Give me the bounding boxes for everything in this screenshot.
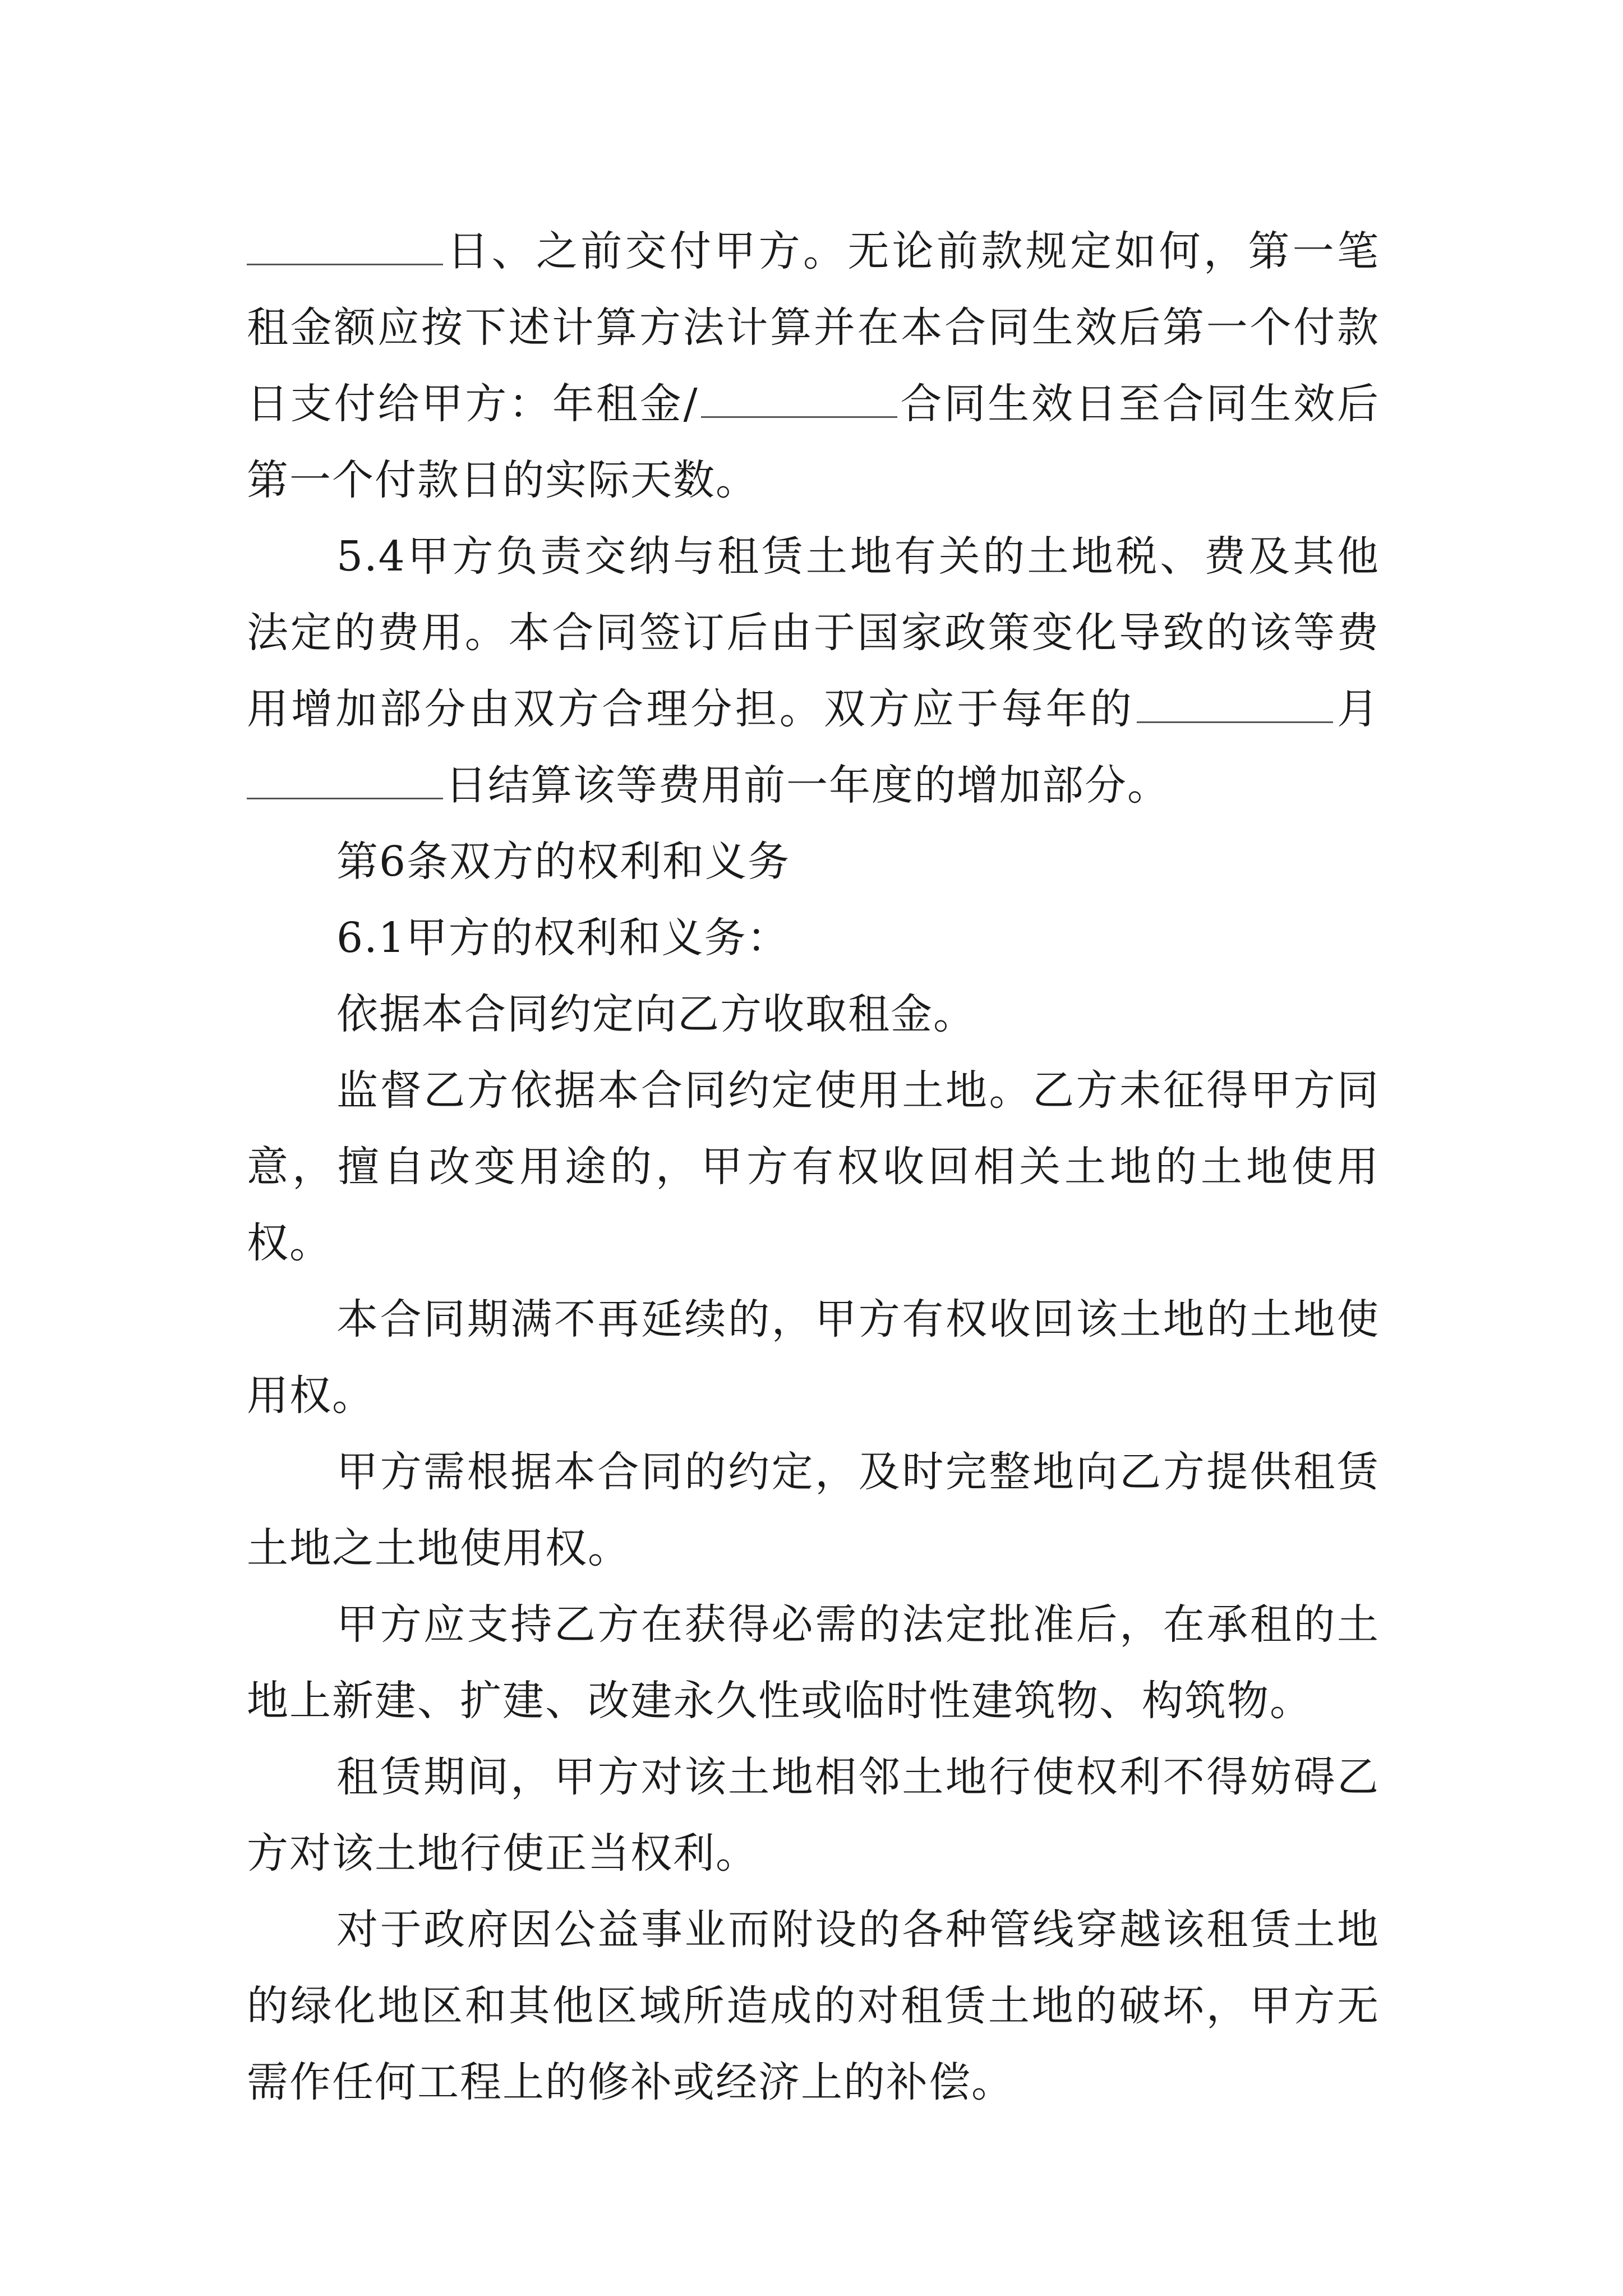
paragraph-provide-land: 甲方需根据本合同的约定，及时完整地向乙方提供租赁土地之土地使用权。	[247, 1448, 1380, 1572]
text-segment: 月	[1335, 685, 1380, 733]
paragraph-support-construction: 甲方应支持乙方在获得必需的法定批准后，在承租的土地上新建、扩建、改建永久性或临时性建筑物、构筑物。	[247, 1600, 1380, 1725]
paragraph-collect-rent: 依据本合同约定向乙方收取租金。	[336, 990, 976, 1038]
blank-line	[247, 223, 443, 265]
section-heading-article-6: 第6条双方的权利和义务	[336, 838, 791, 886]
text-segment: 5.4甲方负责交纳与租赁土地有关的土地税、费及其他法定的费用。本合同签订后由于国家政策变化导致的该等费用增加部分由双方合理分担。双方应于每年的	[247, 532, 1380, 733]
blank-line	[1137, 681, 1333, 723]
text-segment: 日、之前交付甲方。无论前款规定如何，第一笔租金额应按下述计算方法计算并在本合同生效后第一个付款日支付给甲方：年租金/	[247, 227, 1380, 428]
blank-line	[701, 376, 897, 418]
text-segment: 合同生效日至合同生效后第一个付款日的实际天数。	[247, 380, 1380, 504]
document-body	[247, 213, 1380, 2120]
paragraph-payment-terms	[247, 213, 1380, 518]
paragraph-contract-expiry: 本合同期满不再延续的，甲方有权收回该土地的土地使用权。	[247, 1295, 1380, 1420]
paragraph-public-pipelines: 对于政府因公益事业而附设的各种管线穿越该租赁土地的绿化地区和其他区域所造成的对租赁土地的破坏，甲方无需作任何工程上的修补或经济上的补偿。	[247, 1906, 1380, 2106]
paragraph-adjacent-land: 租赁期间，甲方对该土地相邻土地行使权利不得妨碍乙方对该土地行使正当权利。	[247, 1753, 1380, 1878]
paragraph-5-4	[247, 518, 1380, 823]
paragraph-supervise-use: 监督乙方依据本合同约定使用土地。乙方未征得甲方同意，擅自改变用途的，甲方有权收回相关土地的土地使用权。	[247, 1066, 1380, 1267]
subsection-heading-6-1: 6.1甲方的权利和义务：	[336, 914, 790, 962]
text-segment: 日结算该等费用前一年度的增加部分。	[445, 761, 1170, 809]
blank-line	[247, 757, 443, 799]
